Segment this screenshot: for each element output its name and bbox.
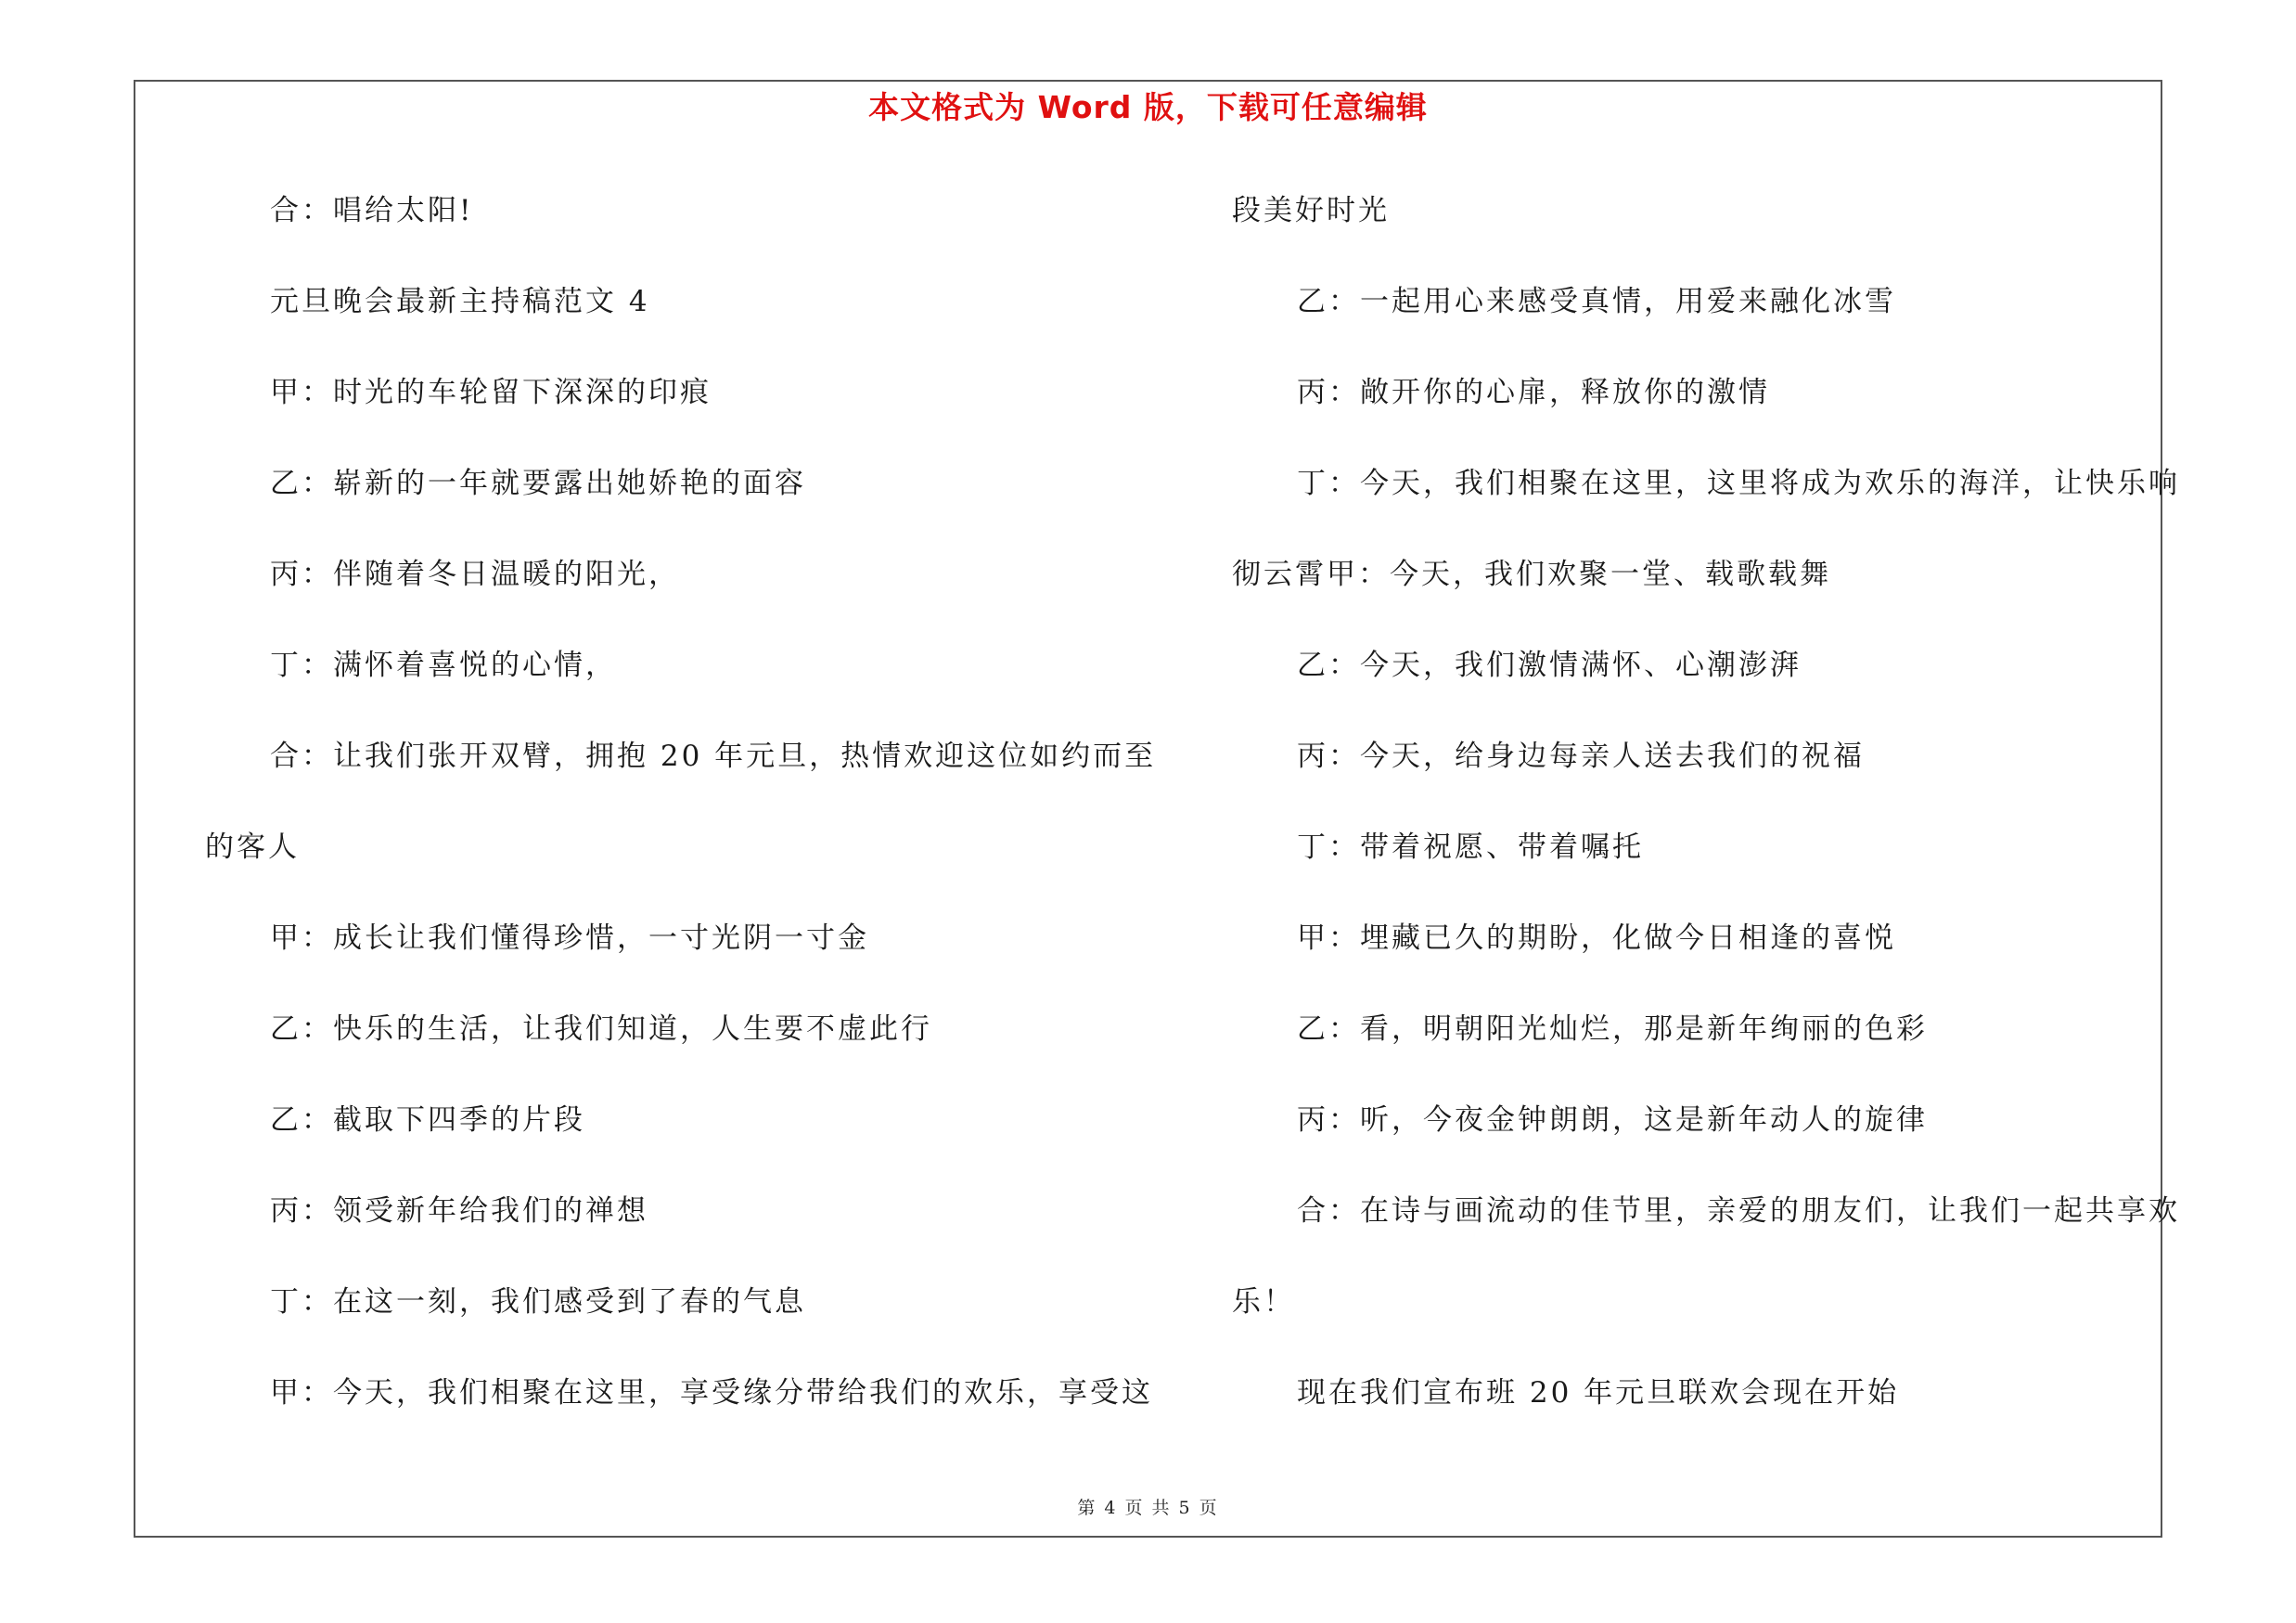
text-line: 乙：今天，我们激情满怀、心潮澎湃 [1297, 649, 1802, 682]
text-line: 合：让我们张开双臂，拥抱 20 年元旦，热情欢迎这位如约而至 [270, 740, 1157, 773]
text-line: 乙：快乐的生活，让我们知道，人生要不虚此行 [270, 1012, 932, 1046]
text-line: 乐！ [1232, 1285, 1295, 1319]
text-line: 甲：时光的车轮留下深深的印痕 [270, 376, 712, 409]
left-text-column [205, 182, 1157, 1455]
text-line: 甲：埋藏已久的期盼，化做今日相逢的喜悦 [1297, 921, 1896, 955]
text-line: 现在我们宣布班 20 年元旦联欢会现在开始 [1297, 1376, 1900, 1410]
text-line: 乙：一起用心来感受真情，用爱来融化冰雪 [1297, 285, 1896, 318]
text-line: 乙：截取下四季的片段 [270, 1103, 585, 1137]
text-line: 丙：敞开你的心扉，释放你的激情 [1297, 376, 1770, 409]
text-line: 合：在诗与画流动的佳节里，亲爱的朋友们，让我们一起共享欢 [1297, 1194, 2180, 1228]
text-line: 彻云霄甲：今天，我们欢聚一堂、载歌载舞 [1232, 558, 1831, 591]
text-line: 元旦晚会最新主持稿范文 4 [270, 285, 650, 318]
text-line: 丁：在这一刻，我们感受到了春的气息 [270, 1285, 806, 1319]
text-line: 丁：满怀着喜悦的心情， [270, 649, 617, 682]
right-text-column [1232, 182, 2180, 1455]
text-line: 乙：看，明朝阳光灿烂，那是新年绚丽的色彩 [1297, 1012, 1928, 1046]
text-line: 乙：崭新的一年就要露出她娇艳的面容 [270, 467, 806, 500]
format-banner: 本文格式为 Word 版，下载可任意编辑 [868, 89, 1428, 125]
text-line: 段美好时光 [1232, 194, 1390, 227]
text-line: 甲：今天，我们相聚在这里，享受缘分带给我们的欢乐，享受这 [270, 1376, 1153, 1410]
text-line: 丁：今天，我们相聚在这里，这里将成为欢乐的海洋，让快乐响 [1297, 467, 2180, 500]
text-line: 丁：带着祝愿、带着嘱托 [1297, 831, 1644, 864]
text-line: 丙：领受新年给我们的禅想 [270, 1194, 648, 1228]
text-line: 合：唱给太阳! [270, 194, 474, 227]
text-line: 丙：今天，给身边每亲人送去我们的祝福 [1297, 740, 1865, 773]
text-line: 甲：成长让我们懂得珍惜，一寸光阴一寸金 [270, 921, 869, 955]
text-line: 丙：伴随着冬日温暖的阳光， [270, 558, 680, 591]
page-number-footer: 第 4 页 共 5 页 [1077, 1498, 1219, 1518]
text-line: 丙：听，今夜金钟朗朗，这是新年动人的旋律 [1297, 1103, 1928, 1137]
text-line: 的客人 [205, 831, 300, 864]
